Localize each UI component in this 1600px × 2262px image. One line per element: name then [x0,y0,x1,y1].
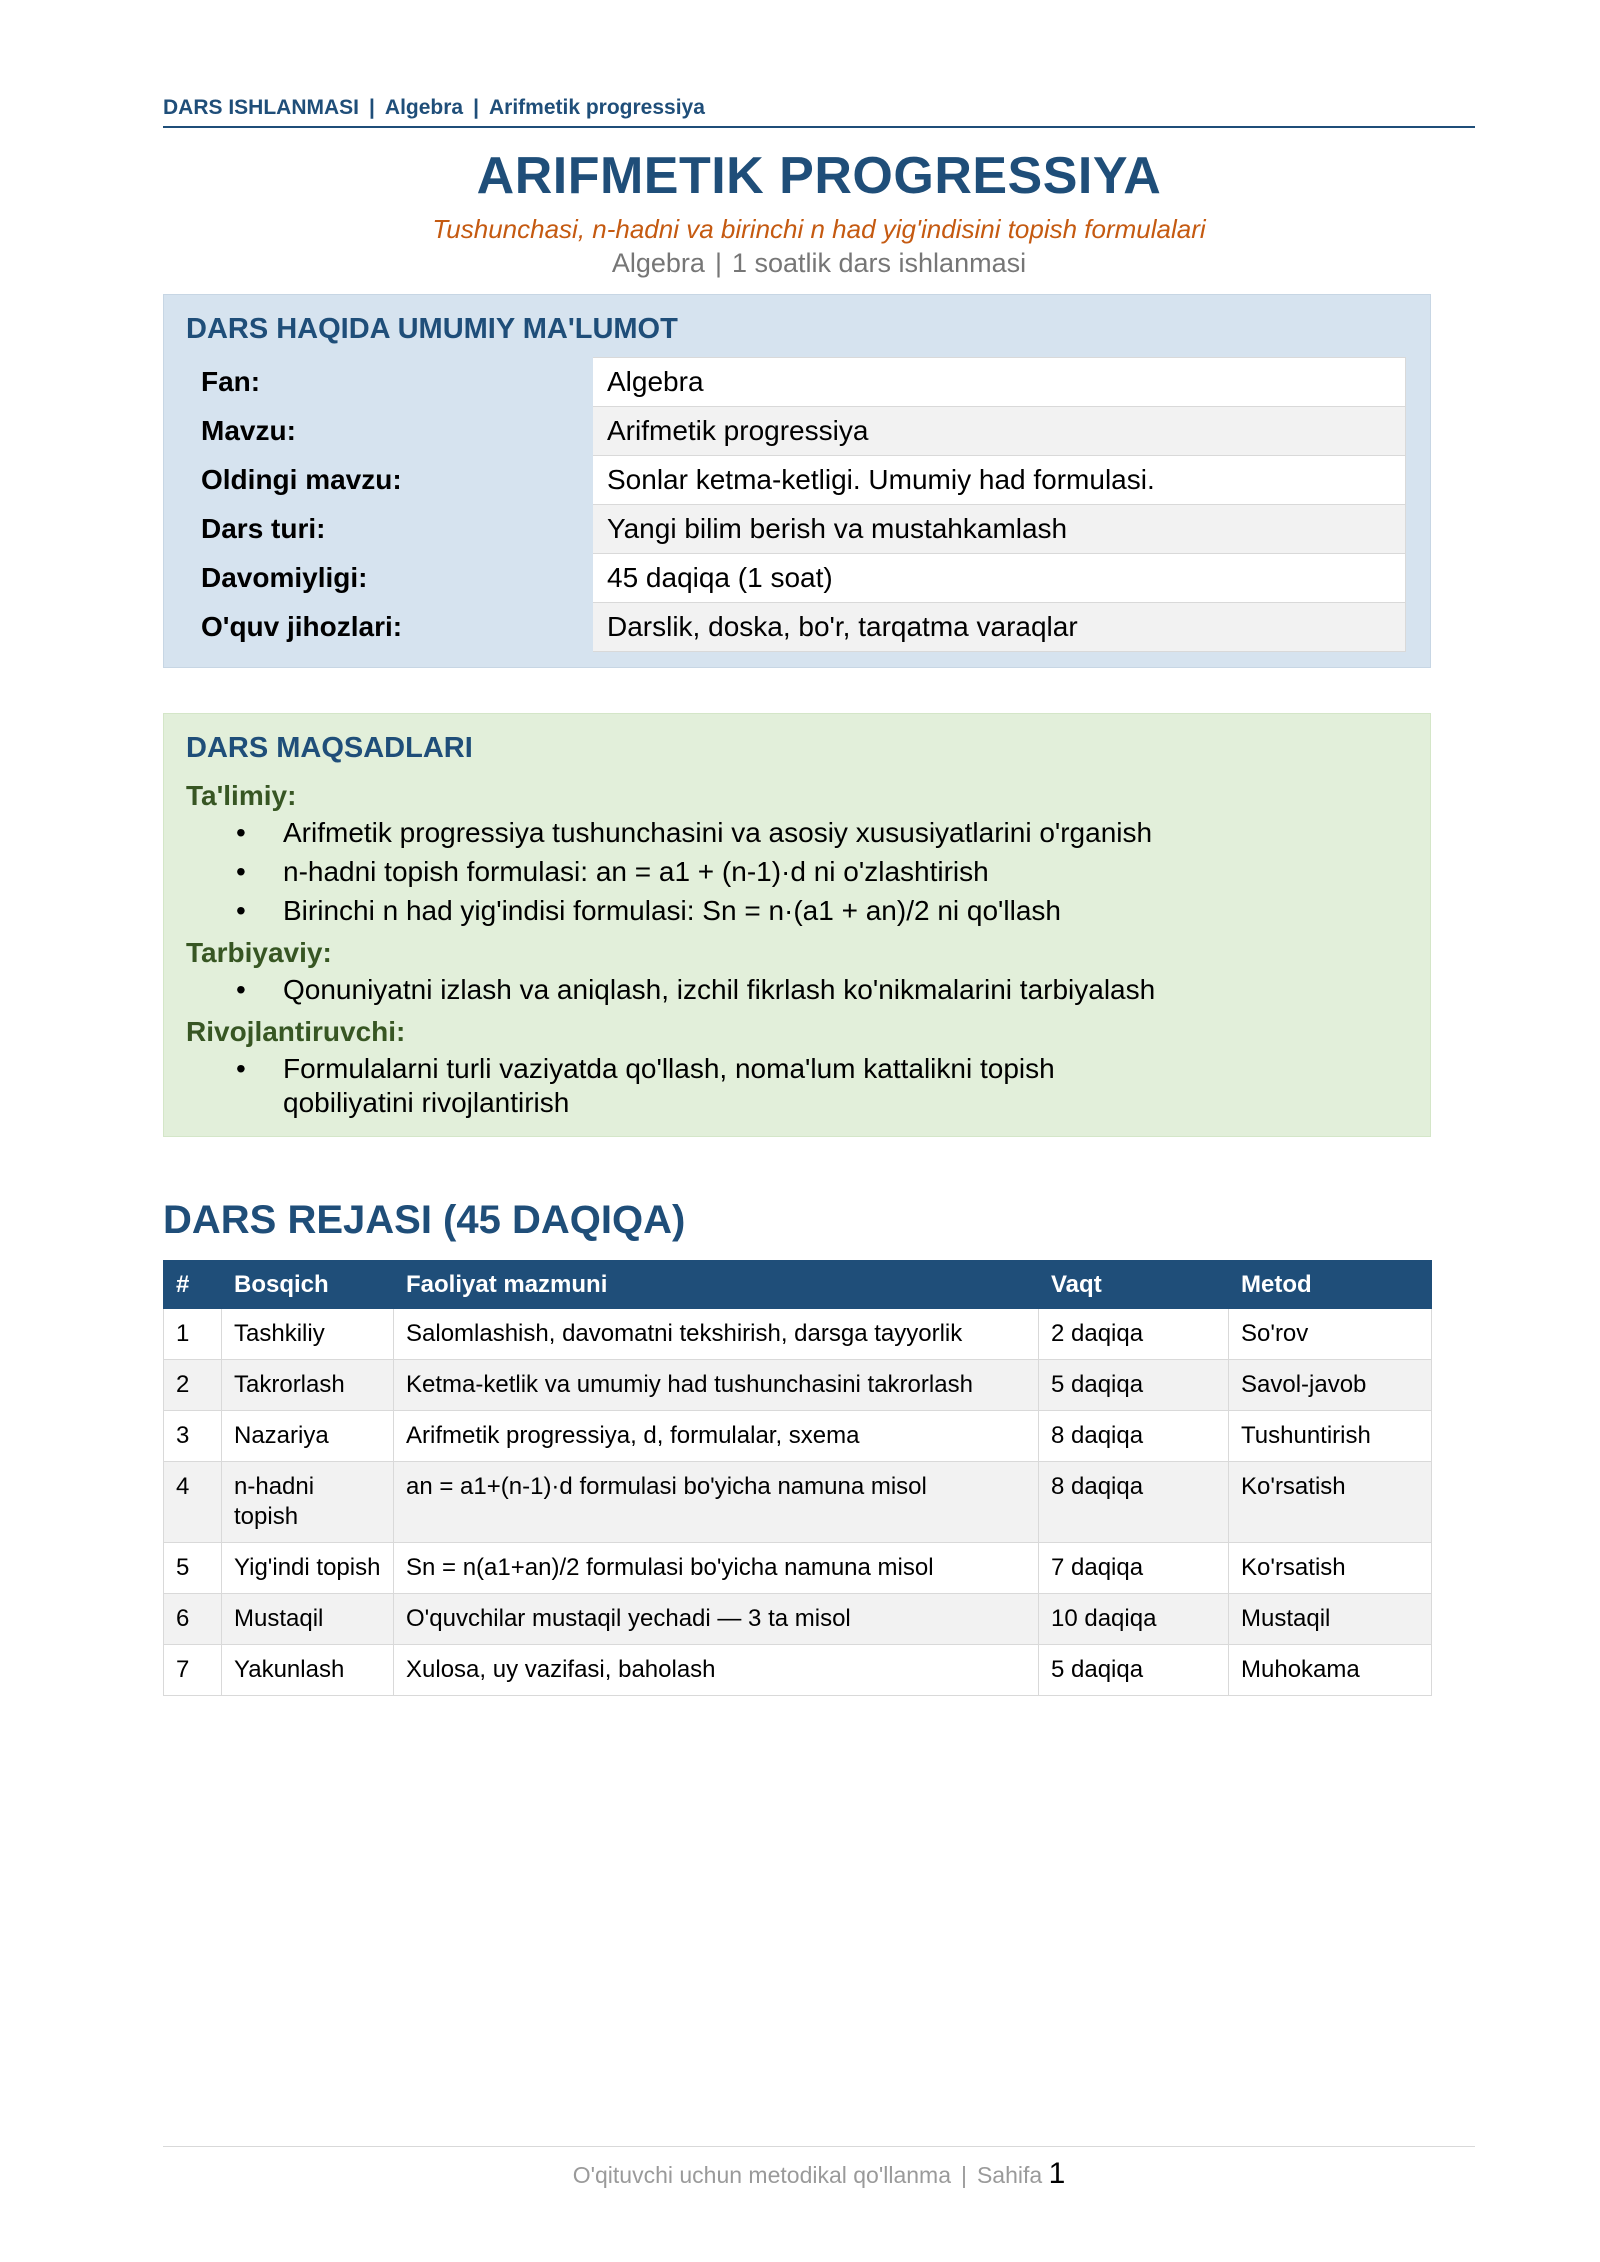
info-row [187,407,1406,456]
meta-subject: Algebra [611,248,705,278]
cell-number: 1 [164,1309,222,1360]
info-value: Arifmetik progressiya [593,407,1406,456]
cell-number: 5 [164,1543,222,1594]
header-separator: | [473,96,479,119]
column-header: Faoliyat mazmuni [394,1261,1039,1309]
table-row [164,1411,1432,1462]
cell-activity: O'quvchilar mustaqil yechadi — 3 ta misol [394,1594,1039,1645]
goal-text: Formulalarni turli vaziyatda qo'llash, noma'lum kattalikni topish qobiliyatini rivojlantirish [283,1053,1055,1118]
cell-activity: Ketma-ketlik va umumiy had tushunchasini takrorlash [394,1360,1039,1411]
cell-method: Savol-javob [1229,1360,1432,1411]
meta-separator: | [714,248,722,278]
page-title: ARIFMETIK PROGRESSIYA [476,147,1162,205]
cell-stage: Mustaqil [222,1594,394,1645]
goal-item [186,894,1183,928]
cell-time: 10 daqiqa [1039,1594,1229,1645]
table-row [164,1594,1432,1645]
cell-number: 2 [164,1360,222,1411]
goal-text: Qonuniyatni izlash va aniqlash, izchil fikrlash ko'nikmalarini tarbiyalash [283,974,1156,1005]
table-row [164,1543,1432,1594]
cell-activity: an = a1+(n-1)·d formulasi bo'yicha namuna misol [394,1462,1039,1543]
table-row [164,1645,1432,1696]
info-label: Mavzu: [187,407,593,456]
cell-stage: Yig'indi topish [222,1543,394,1594]
cell-time: 2 daqiqa [1039,1309,1229,1360]
cell-activity: Arifmetik progressiya, d, formulalar, sxema [394,1411,1039,1462]
table-row [164,1360,1432,1411]
cell-stage: Takrorlash [222,1360,394,1411]
goal-item [186,855,1183,889]
header-doc-type: DARS ISHLANMASI [163,96,360,119]
cell-time: 5 daqiqa [1039,1645,1229,1696]
goal-list [186,816,1386,928]
cell-number: 7 [164,1645,222,1696]
info-label: O'quv jihozlari: [187,603,593,652]
bullet-icon: • [236,817,246,848]
goal-item [186,816,1183,850]
lesson-goals-box [163,713,1431,1137]
cell-activity: Salomlashish, davomatni tekshirish, darsga tayyorlik [394,1309,1039,1360]
cell-method: Tushuntirish [1229,1411,1432,1462]
footer-page-label: Sahifa [976,2162,1043,2188]
info-row [187,358,1406,407]
table-header-row [164,1261,1432,1309]
meta-line [163,248,1475,279]
running-header [163,96,1475,128]
info-table [186,357,1406,652]
info-heading: DARS HAQIDA UMUMIY MA'LUMOT [186,313,678,345]
cell-stage: n-hadni topish [222,1462,394,1543]
goal-category-upbringing: Tarbiyaviy: [186,937,332,968]
cell-number: 3 [164,1411,222,1462]
cell-method: Muhokama [1229,1645,1432,1696]
cell-stage: Nazariya [222,1411,394,1462]
column-header: Bosqich [222,1261,394,1309]
page-number: 1 [1048,2157,1066,2190]
goal-item [186,1052,1183,1120]
goals-heading: DARS MAQSADLARI [186,732,473,764]
cell-method: Mustaqil [1229,1594,1432,1645]
lesson-plan-table [163,1260,1432,1696]
cell-number: 4 [164,1462,222,1543]
cell-time: 5 daqiqa [1039,1360,1229,1411]
cell-time: 8 daqiqa [1039,1411,1229,1462]
goal-list [186,1052,1386,1120]
info-label: Dars turi: [187,505,593,554]
cell-time: 7 daqiqa [1039,1543,1229,1594]
info-label: Oldingi mavzu: [187,456,593,505]
info-label: Fan: [187,358,593,407]
plan-heading: DARS REJASI (45 DAQIQA) [163,1198,686,1242]
cell-stage: Yakunlash [222,1645,394,1696]
goal-category-developmental: Rivojlantiruvchi: [186,1016,406,1047]
bullet-icon: • [236,974,246,1005]
info-value: Algebra [593,358,1406,407]
table-row [164,1462,1432,1543]
goals-content [186,776,1386,1125]
goal-list [186,973,1386,1007]
cell-method: Ko'rsatish [1229,1543,1432,1594]
footer-separator: | [960,2162,967,2188]
info-row [187,505,1406,554]
meta-duration: 1 soatlik dars ishlanmasi [731,248,1027,278]
goal-item [186,973,1183,1007]
lesson-info-box [163,294,1431,668]
bullet-icon: • [236,856,246,887]
cell-activity: Xulosa, uy vazifasi, baholash [394,1645,1039,1696]
cell-time: 8 daqiqa [1039,1462,1229,1543]
cell-method: Ko'rsatish [1229,1462,1432,1543]
info-value: Sonlar ketma-ketligi. Umumiy had formulasi. [593,456,1406,505]
column-header: # [164,1261,222,1309]
info-row [187,456,1406,505]
info-row [187,554,1406,603]
page-subtitle: Tushunchasi, n-hadni va birinchi n had yig'indisini topish formulalari [432,214,1206,244]
info-value: Darslik, doska, bo'r, tarqatma varaqlar [593,603,1406,652]
column-header: Vaqt [1039,1261,1229,1309]
cell-activity: Sn = n(a1+an)/2 formulasi bo'yicha namuna misol [394,1543,1039,1594]
page-footer [163,2146,1475,2191]
goal-text: Arifmetik progressiya tushunchasini va asosiy xususiyatlarini o'rganish [283,817,1153,848]
info-value: Yangi bilim berish va mustahkamlash [593,505,1406,554]
header-separator: | [369,96,375,119]
column-header: Metod [1229,1261,1432,1309]
header-subject: Algebra [384,96,464,119]
bullet-icon: • [236,1053,246,1084]
header-topic: Arifmetik progressiya [488,96,705,119]
footer-text: O'qituvchi uchun metodikal qo'llanma [572,2162,951,2188]
goal-text: n-hadni topish formulasi: an = a1 + (n-1)·d ni o'zlashtirish [283,856,989,887]
cell-number: 6 [164,1594,222,1645]
info-row [187,603,1406,652]
goal-text: Birinchi n had yig'indisi formulasi: Sn = n·(a1 + an)/2 ni qo'llash [283,895,1061,926]
bullet-icon: • [236,895,246,926]
cell-stage: Tashkiliy [222,1309,394,1360]
info-value: 45 daqiqa (1 soat) [593,554,1406,603]
cell-method: So'rov [1229,1309,1432,1360]
table-row [164,1309,1432,1360]
goal-category-educational: Ta'limiy: [186,780,297,811]
info-label: Davomiyligi: [187,554,593,603]
